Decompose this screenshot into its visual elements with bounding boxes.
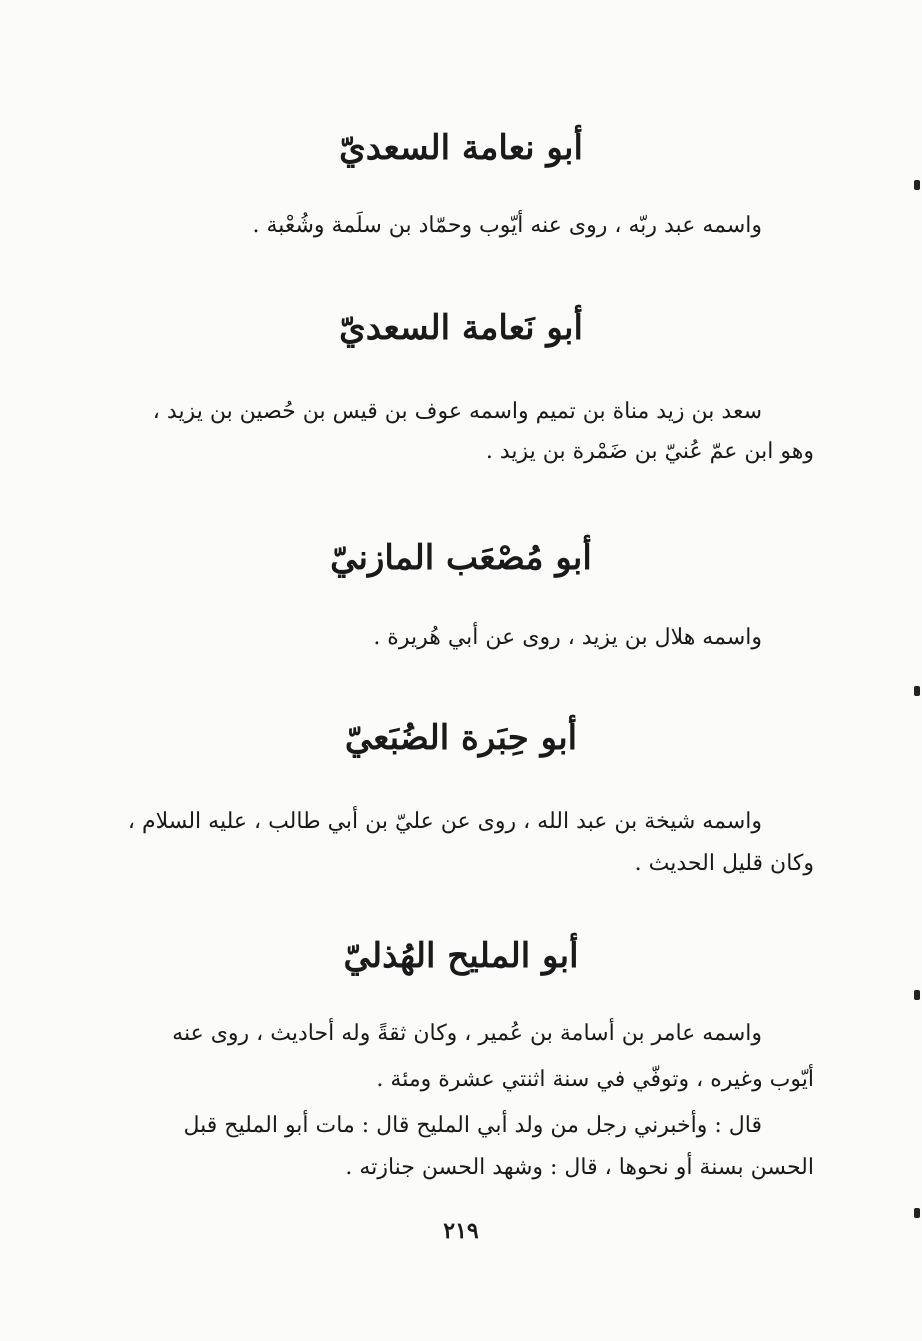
entry-text-line: أيّوب وغيره ، وتوفّي في سنة اثنتي عشرة ومئة . [376, 1067, 814, 1092]
entry-text-line: الحسن بسنة أو نحوها ، قال : وشهد الحسن جنازته . [345, 1155, 814, 1180]
entry-text-line: سعد بن زيد مناة بن تميم واسمه عوف بن قيس بن حُصين بن يزيد ، [152, 399, 762, 424]
entry-heading: أبو حِبَرة الضُبَعيّ [344, 718, 578, 758]
entry-heading: أبو مُصْعَب المازنيّ [330, 538, 592, 578]
entry-text-line: وهو ابن عمّ عُنيّ بن ضَمْرة بن يزيد . [485, 439, 814, 464]
entry-text-line: واسمه هلال بن يزيد ، روى عن أبي هُريرة . [373, 625, 762, 650]
scan-speck [914, 1208, 920, 1218]
scan-speck [914, 686, 920, 696]
scan-speck [914, 990, 920, 1000]
entry-text-line: واسمه عامر بن أسامة بن عُمير ، وكان ثقةً وله أحاديث ، روى عنه [172, 1021, 762, 1046]
entry-heading: أبو نَعامة السعديّ [339, 308, 583, 348]
entry-text-line: وكان قليل الحديث . [634, 851, 814, 876]
entry-heading: أبو نعامة السعديّ [339, 128, 583, 168]
scan-speck [914, 180, 920, 190]
entry-text-line: واسمه عبد ربّه ، روى عنه أيّوب وحمّاد بن سلَمة وشُعْبة . [252, 213, 762, 238]
entry-heading: أبو المليح الهُذليّ [343, 936, 579, 976]
entry-text-line: واسمه شيخة بن عبد الله ، روى عن عليّ بن أبي طالب ، عليه السلام ، [127, 809, 762, 834]
entry-text-line: قال : وأخبرني رجل من ولد أبي المليح قال : مات أبو المليح قبل [183, 1113, 762, 1138]
page-number: ٢١٩ [443, 1218, 479, 1244]
